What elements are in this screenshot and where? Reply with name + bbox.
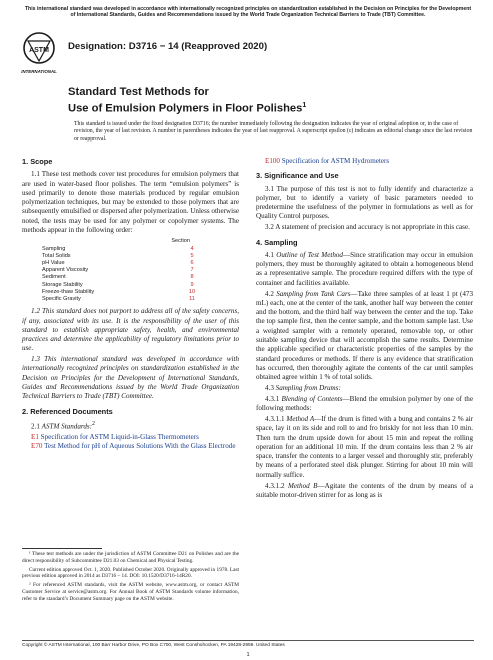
section-row[interactable]: Total Solids 5	[42, 252, 194, 259]
para-4-3-1-2: 4.3.1.2 Method B—Agitate the contents of the drum by means of a suitable motor-driven stirrer for as long as is	[256, 481, 473, 499]
para-4-1: 4.1 Outline of Test Method—Since stratification may occur in emulsion polymers, they must be thoroughly agitated to obtain a homogeneous blend as a representative sample. The procedure required differs with the type of container and facilities available.	[256, 250, 473, 287]
footnote-2: ² For referenced ASTM standards, visit the ASTM website, www.astm.org, or contact ASTM Customer Service at service@astm.org. For Annual Book of ASTM Standards volume information, refer to the standard’s Document Summary page on the ASTM website.	[22, 582, 239, 602]
reference-item[interactable]: E100 Specification for ASTM Hydrometers	[265, 157, 390, 165]
section-row[interactable]: Storage Stability 9	[42, 281, 194, 288]
footnote-ref-2[interactable]: 2	[92, 420, 95, 427]
para-4-3-1: 4.3.1 Blending of Contents—Blend the emulsion polymer by one of the following methods:	[256, 394, 474, 413]
section-row[interactable]: Freeze-thaw Stability 10	[42, 288, 196, 295]
para-1-2: 1.2 This standard does not purport to address all of the safety concerns, if any, associated with its use. It is the responsibility of the user of this standard to establish appropriate safety, health, and environmental practices and determine the applicability of regulatory limitations prior to use.	[22, 307, 239, 353]
section-references-heading: 2. Referenced Documents	[22, 406, 113, 416]
para-4-3-1-1: 4.3.1.1 Method A—If the drum is fitted with a bung and contains 2 % air space, lay it on its side and roll to and fro briskly for not less than 10 min. Then turn the drum upside down for about 15 min and repeat the rolling operation for an additional 10 min. If the drum contains less than 2 % air space, transfer the contents to a larger vessel and thoroughly stir, preferably by means of a perforated steel disk plunger. Stirring for about 10 min will normally suffice.	[256, 414, 473, 479]
sections-table-header: Section	[171, 238, 190, 245]
para-4-3: 4.3 Sampling from Drums:	[265, 384, 341, 393]
title-line-1: Standard Test Methods for	[68, 86, 209, 98]
footnote-1-edition: Current edition approved Oct. 1, 2020. Published October 2020. Originally approved in 1978. Last previous edition approved in 2014 as D3716 – 14. DOI: 10.1520/D3716-14R20.	[22, 566, 239, 580]
footnote-divider	[22, 548, 102, 549]
para-1-3: 1.3 This international standard was developed in accordance with internationally recognized principles on standardization established in the Decision on Principles for the Development of International Standards, Guides and Recommendations issued by the World Trade Organization Technical Barriers to Trade (TBT) Committee.	[22, 355, 239, 401]
para-3-1: 3.1 The purpose of this test is not to fully identify and characterize a polymer, but to identify a variety of basic parameters needed to predetermine the usefulness of the polymer in formulations as well as for Quality Control purposes.	[256, 184, 473, 221]
reference-item[interactable]: E70 Test Method for pH of Aqueous Solutions With the Glass Electrode	[31, 442, 236, 451]
section-sampling-heading: 4. Sampling	[256, 237, 298, 247]
wto-notice: This international standard was developed in accordance with internationally recognized principles on standardization established in the Decision on Principles for the Development of International Standards, Guides and Recommendations issued by the World Trade Organization Technical Barriers to Trade (TBT) Committee.	[24, 6, 472, 19]
astm-logo	[20, 31, 62, 77]
para-4-2: 4.2 Sampling from Tank Cars—Take three samples of at least 1 pt (473 mL) each, one at the center of the tank, another half way between the center and the bottom, and the third half way between the center and the top. Take the top sample first, then the center sample, and the bottom sample last. Use a weighted sampler with a remotely operated, removable top, or other suitable sampling device that will accomplish the same results. Determine the applicable specified or characteristic properties of the samples by the standard procedures or methods. If there is any evidence that stratification has occurred, then thoroughly agitate the contents of the car until samples obtained agree within 1 % of total solids.	[256, 289, 474, 382]
right-column	[256, 157, 473, 502]
para-1-1: 1.1 These test methods cover test procedures for emulsion polymers that are used in water-based floor polishes. The term “emulsion polymers” is used primarily to denote those materials produced by regular emulsion polymerization techniques, but may be extended to those polymers that are subsequently emulsified or dispersed after polymerization. Unless otherwise noted, the tests may be used for any polymer or copolymer systems. The methods appear in the following order:	[22, 170, 239, 235]
page-footer-divider	[22, 640, 474, 641]
title-footnote-ref[interactable]: 1	[302, 102, 307, 109]
section-row[interactable]: Sampling 4	[42, 245, 194, 252]
sections-table	[42, 238, 212, 303]
logo-text: INTERNATIONAL	[21, 69, 57, 74]
copyright-line: Copyright © ASTM International, 100 Barr Harbor Drive, PO Box C700, West Conshohocken, PA 19428-2959. United States	[22, 643, 285, 648]
section-row[interactable]: Sediment 8	[42, 274, 194, 281]
left-column	[22, 157, 239, 452]
section-row[interactable]: pH Value 6	[42, 259, 194, 266]
footnote-1: ¹ These test methods are under the jurisdiction of ASTM Committee D21 on Polishes and are the direct responsibility of Subcommittee D21.03 on Chemical and Physical Testing.	[22, 551, 239, 564]
footnotes	[22, 551, 239, 605]
page-number: 1	[246, 652, 250, 658]
reference-item[interactable]: E1 Specification for ASTM Liquid-in-Glass Thermometers	[31, 433, 199, 442]
svg-text:ASTM: ASTM	[29, 47, 49, 54]
designation: Designation: D3716 − 14 (Reapproved 2020)	[68, 41, 268, 52]
para-3-2: 3.2 A statement of precision and accuracy is not appropriate in this case.	[265, 223, 470, 232]
issuance-note: This standard is issued under the fixed designation D3716; the number immediately following the designation indicates the year of original adoption or, in the case of revision, the year of last revision. A number in parentheses indicates the year of last reapproval. A superscript epsilon (ε) indicates an editorial change since the last revision or reapproval.	[74, 121, 473, 142]
section-significance-heading: 3. Significance and Use	[256, 171, 339, 181]
section-row[interactable]: Apparent Viscosity 7	[42, 267, 194, 274]
page-title	[68, 85, 468, 116]
title-line-2: Use of Emulsion Polymers in Floor Polishes$^1$	[68, 102, 307, 115]
para-2-1: 2.1 ASTM Standards:$^2$	[31, 420, 95, 431]
section-row[interactable]: Specific Gravity 11	[42, 296, 195, 302]
section-scope-heading: 1. Scope	[22, 157, 53, 166]
